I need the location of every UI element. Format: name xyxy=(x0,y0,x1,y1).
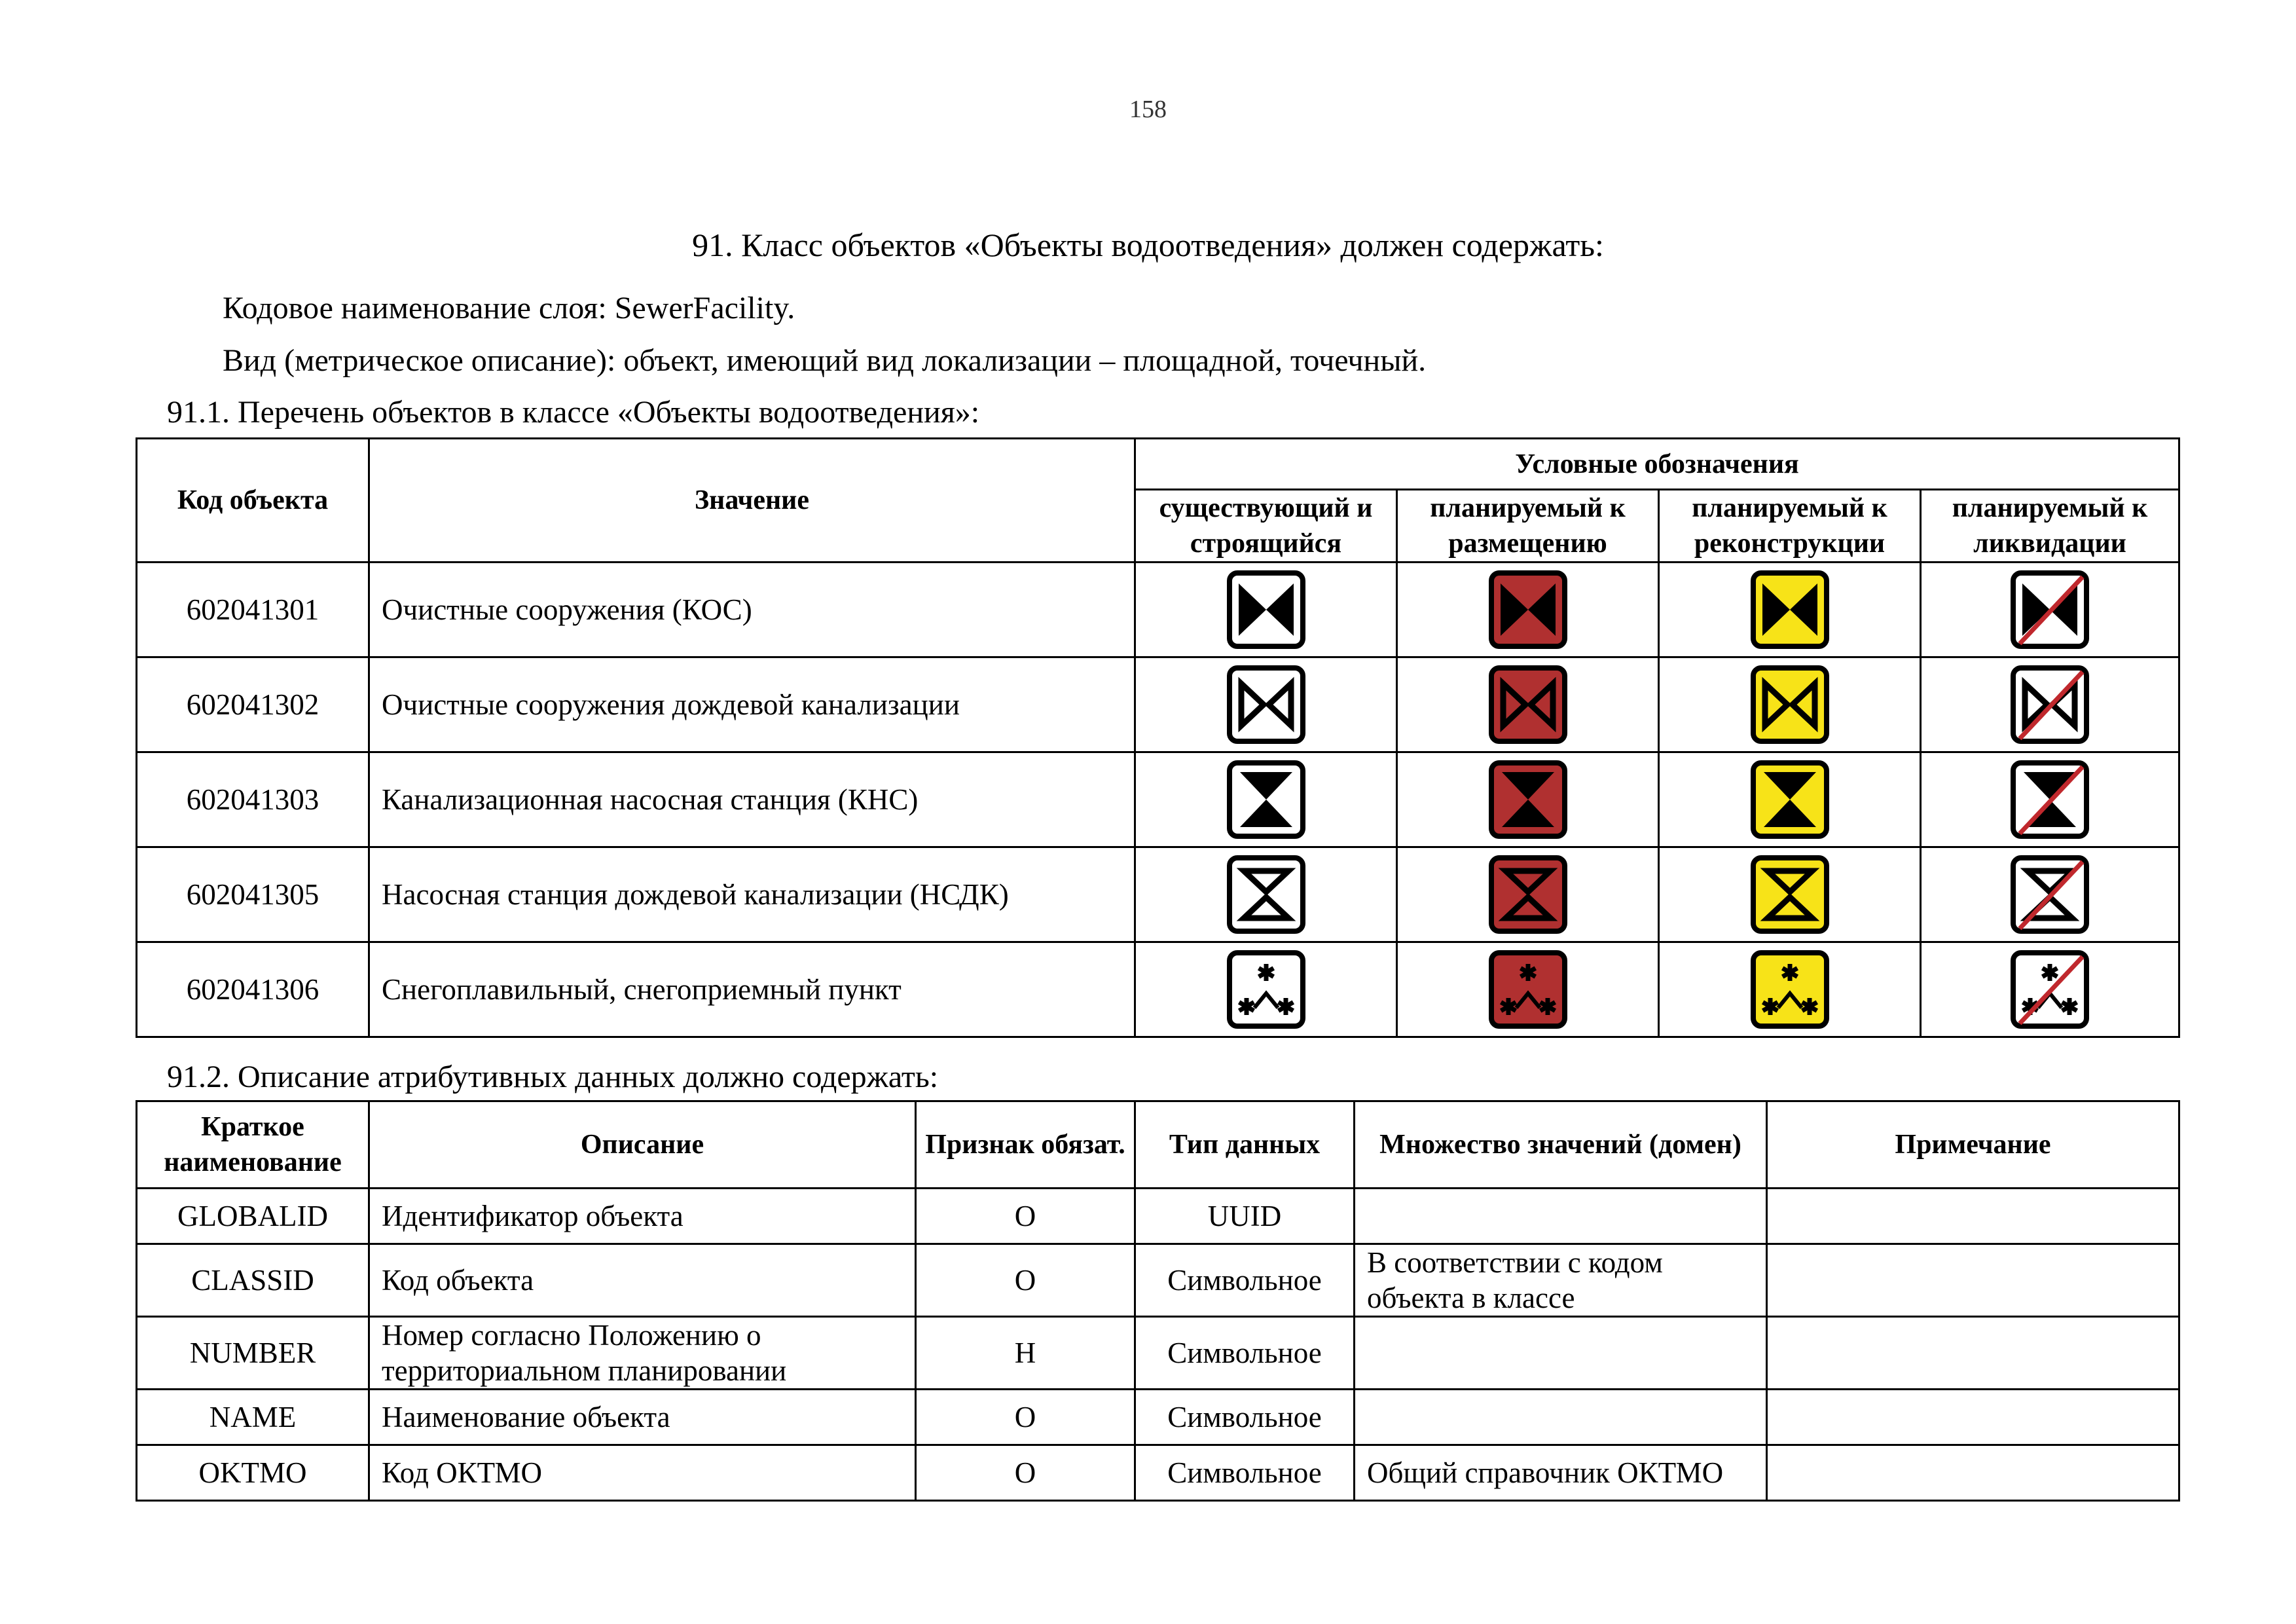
attribute-row xyxy=(137,1189,2179,1244)
object-code: 602041303 xyxy=(137,752,369,847)
attribute-domain xyxy=(1355,1317,1767,1390)
symbol-existing-bowtie-outline-icon xyxy=(1225,663,1307,746)
symbol-cell-placement xyxy=(1397,563,1659,657)
symbol-liquidation-snowflakes-icon xyxy=(2009,948,2091,1031)
object-value: Очистные сооружения (КОС) xyxy=(369,563,1135,657)
section-heading: 91. Класс объектов «Объекты водоотведения» должен содержать: xyxy=(692,227,1604,263)
col-header-symbols: Условные обозначения xyxy=(1135,439,2179,490)
symbol-cell-existing xyxy=(1135,847,1397,942)
symbol-reconstruction-bowtie-outline-icon xyxy=(1749,663,1831,746)
object-row xyxy=(137,847,2179,942)
symbol-placement-hourglass-outline-icon xyxy=(1487,853,1569,936)
symbol-reconstruction-snowflakes-icon xyxy=(1749,948,1831,1031)
attribute-short-name: CLASSID xyxy=(137,1244,369,1317)
attribute-data-type: Символьное xyxy=(1135,1390,1355,1445)
attributes-title: 91.2. Описание атрибутивных данных должно содержать: xyxy=(167,1060,939,1094)
attributes-table xyxy=(136,1100,2180,1502)
attribute-required: О xyxy=(916,1445,1135,1501)
col-header-object-code: Код объекта xyxy=(137,439,369,563)
symbol-cell-liquidation xyxy=(1921,942,2179,1037)
symbol-liquidation-bowtie-filled-icon xyxy=(2009,568,2091,651)
symbol-cell-liquidation xyxy=(1921,752,2179,847)
symbol-liquidation-bowtie-outline-icon xyxy=(2009,663,2091,746)
attribute-note xyxy=(1767,1189,2179,1244)
symbol-existing-snowflakes-icon xyxy=(1225,948,1307,1031)
symbol-reconstruction-hourglass-filled-icon xyxy=(1749,758,1831,841)
symbol-cell-reconstruction xyxy=(1659,847,1921,942)
symbol-cell-existing xyxy=(1135,657,1397,752)
symbol-cell-reconstruction xyxy=(1659,563,1921,657)
symbol-placement-hourglass-filled-icon xyxy=(1487,758,1569,841)
objects-list-title: 91.1. Перечень объектов в классе «Объекты водоотведения»: xyxy=(167,395,980,430)
col-header-domain: Множество значений (домен) xyxy=(1355,1101,1767,1189)
metric-description-line: Вид (метрическое описание): объект, имеющий вид локализации – площадной, точечный. xyxy=(223,343,1427,378)
object-value: Насосная станция дождевой канализации (НСДК) xyxy=(369,847,1135,942)
attribute-short-name: GLOBALID xyxy=(137,1189,369,1244)
attribute-note xyxy=(1767,1317,2179,1390)
object-value: Канализационная насосная станция (КНС) xyxy=(369,752,1135,847)
attribute-domain xyxy=(1355,1189,1767,1244)
attribute-short-name: NAME xyxy=(137,1390,369,1445)
object-row xyxy=(137,563,2179,657)
symbol-cell-placement xyxy=(1397,942,1659,1037)
symbol-cell-existing xyxy=(1135,752,1397,847)
symbol-cell-placement xyxy=(1397,657,1659,752)
object-code: 602041306 xyxy=(137,942,369,1037)
attribute-required: О xyxy=(916,1390,1135,1445)
object-code: 602041305 xyxy=(137,847,369,942)
symbol-cell-reconstruction xyxy=(1659,657,1921,752)
subheader-liquidation: планируемый к ликвидации xyxy=(1921,490,2179,563)
attribute-description: Код объекта xyxy=(369,1244,916,1317)
objects-table xyxy=(136,437,2180,1038)
page-number: 158 xyxy=(1129,96,1167,123)
object-row xyxy=(137,942,2179,1037)
attribute-data-type: Символьное xyxy=(1135,1445,1355,1501)
object-row xyxy=(137,657,2179,752)
symbol-placement-bowtie-filled-icon xyxy=(1487,568,1569,651)
attribute-row xyxy=(137,1445,2179,1501)
attribute-domain: В соответствии с кодом объекта в классе xyxy=(1355,1244,1767,1317)
attribute-data-type: UUID xyxy=(1135,1189,1355,1244)
col-header-required: Признак обязат. xyxy=(916,1101,1135,1189)
subheader-reconstruction: планируемый к реконструкции xyxy=(1659,490,1921,563)
attribute-description: Наименование объекта xyxy=(369,1390,916,1445)
object-value: Очистные сооружения дождевой канализации xyxy=(369,657,1135,752)
symbol-existing-hourglass-filled-icon xyxy=(1225,758,1307,841)
subheader-placement: планируемый к размещению xyxy=(1397,490,1659,563)
symbol-cell-liquidation xyxy=(1921,657,2179,752)
attribute-note xyxy=(1767,1244,2179,1317)
symbol-cell-reconstruction xyxy=(1659,942,1921,1037)
attribute-description: Номер согласно Положению о территориальном планировании xyxy=(369,1317,916,1390)
col-header-note: Примечание xyxy=(1767,1101,2179,1189)
attribute-domain: Общий справочник ОКТМО xyxy=(1355,1445,1767,1501)
attribute-short-name: NUMBER xyxy=(137,1317,369,1390)
col-header-data-type: Тип данных xyxy=(1135,1101,1355,1189)
attribute-note xyxy=(1767,1445,2179,1501)
attribute-data-type: Символьное xyxy=(1135,1317,1355,1390)
attribute-note xyxy=(1767,1390,2179,1445)
col-header-short-name: Краткое наименование xyxy=(137,1101,369,1189)
symbol-cell-placement xyxy=(1397,752,1659,847)
attribute-domain xyxy=(1355,1390,1767,1445)
object-code: 602041301 xyxy=(137,563,369,657)
attribute-short-name: OKTMO xyxy=(137,1445,369,1501)
symbol-cell-existing xyxy=(1135,563,1397,657)
attribute-required: О xyxy=(916,1244,1135,1317)
subheader-existing: существующий и строящийся xyxy=(1135,490,1397,563)
attribute-required: Н xyxy=(916,1317,1135,1390)
symbol-cell-reconstruction xyxy=(1659,752,1921,847)
object-value: Снегоплавильный, снегоприемный пункт xyxy=(369,942,1135,1037)
symbol-liquidation-hourglass-filled-icon xyxy=(2009,758,2091,841)
symbol-reconstruction-bowtie-filled-icon xyxy=(1749,568,1831,651)
symbol-existing-hourglass-outline-icon xyxy=(1225,853,1307,936)
symbol-cell-existing xyxy=(1135,942,1397,1037)
attribute-row xyxy=(137,1244,2179,1317)
symbol-placement-snowflakes-icon xyxy=(1487,948,1569,1031)
attribute-row xyxy=(137,1390,2179,1445)
symbol-existing-bowtie-filled-icon xyxy=(1225,568,1307,651)
col-header-description: Описание xyxy=(369,1101,916,1189)
attribute-required: О xyxy=(916,1189,1135,1244)
symbol-reconstruction-hourglass-outline-icon xyxy=(1749,853,1831,936)
layer-code-line: Кодовое наименование слоя: SewerFacility. xyxy=(223,291,795,325)
symbol-cell-liquidation xyxy=(1921,847,2179,942)
attribute-data-type: Символьное xyxy=(1135,1244,1355,1317)
col-header-value: Значение xyxy=(369,439,1135,563)
attribute-description: Идентификатор объекта xyxy=(369,1189,916,1244)
symbol-liquidation-hourglass-outline-icon xyxy=(2009,853,2091,936)
object-code: 602041302 xyxy=(137,657,369,752)
symbol-placement-bowtie-outline-icon xyxy=(1487,663,1569,746)
symbol-cell-placement xyxy=(1397,847,1659,942)
object-row xyxy=(137,752,2179,847)
attribute-description: Код ОКТМО xyxy=(369,1445,916,1501)
attribute-row xyxy=(137,1317,2179,1390)
symbol-cell-liquidation xyxy=(1921,563,2179,657)
